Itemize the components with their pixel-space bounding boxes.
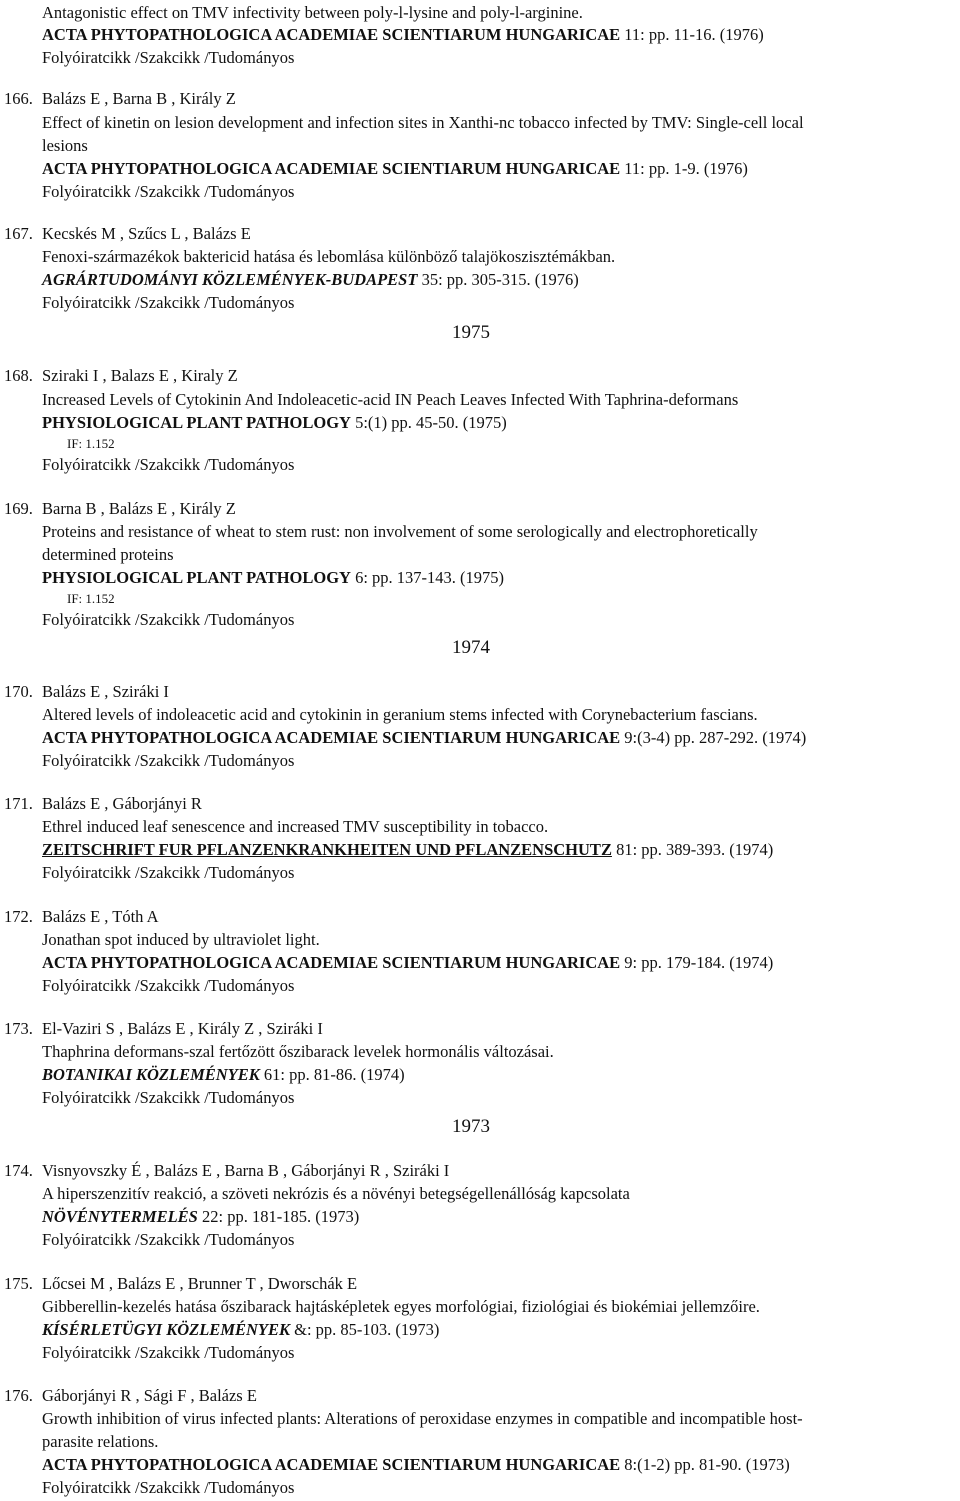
item-167-authors: Kecskés M , Szűcs L , Balázs E	[42, 224, 251, 243]
item-170-citation	[42, 726, 806, 749]
item-170-type: Folyóiratcikk /Szakcikk /Tudományos	[42, 751, 295, 770]
item-171-title: Ethrel induced leaf senescence and increased TMV susceptibility in tobacco.	[42, 817, 549, 836]
item-172-number: 172.	[4, 907, 33, 926]
item-175-type: Folyóiratcikk /Szakcikk /Tudományos	[42, 1343, 295, 1362]
journal-name: PHYSIOLOGICAL PLANT PATHOLOGY	[42, 413, 351, 432]
citation-details: 22: pp. 181-185. (1973)	[197, 1207, 360, 1226]
item-171-number: 171.	[4, 794, 33, 813]
journal-name: KÍSÉRLETÜGYI KÖZLEMÉNYEK	[42, 1320, 290, 1339]
item-169-citation	[42, 566, 504, 589]
item-166-citation	[42, 157, 748, 180]
item-170-number: 170.	[4, 682, 33, 701]
item-175-authors: Lőcsei M , Balázs E , Brunner T , Dworschák E	[42, 1274, 358, 1293]
item-173-title: Thaphrina deformans-szal fertőzött őszibarack levelek hormonális változásai.	[42, 1042, 554, 1061]
citation-details: 6: pp. 137-143. (1975)	[350, 568, 505, 587]
item-170-title: Altered levels of indoleacetic acid and cytokinin in geranium stems infected with Corynebacterium fascians.	[42, 705, 758, 724]
item-166-title-cont: lesions	[42, 136, 88, 155]
journal-name: AGRÁRTUDOMÁNYI KÖZLEMÉNYEK-BUDAPEST	[42, 270, 418, 289]
item-166-type: Folyóiratcikk /Szakcikk /Tudományos	[42, 182, 295, 201]
item-169-number: 169.	[4, 499, 33, 518]
item-173-authors: El-Vaziri S , Balázs E , Király Z , Sziráki I	[42, 1019, 323, 1038]
item-165-type: Folyóiratcikk /Szakcikk /Tudományos	[42, 48, 295, 67]
journal-name: ACTA PHYTOPATHOLOGICA ACADEMIAE SCIENTIARUM HUNGARICAE	[42, 953, 621, 972]
item-167-number: 167.	[4, 224, 33, 243]
citation-details: 35: pp. 305-315. (1976)	[417, 270, 579, 289]
item-171-citation	[42, 838, 773, 861]
journal-name: NÖVÉNYTERMELÉS	[42, 1207, 198, 1226]
item-166-number: 166.	[4, 89, 33, 108]
item-165-citation	[42, 23, 764, 46]
citation-details: 81: pp. 389-393. (1974)	[611, 840, 774, 859]
item-174-authors: Visnyovszky É , Balázs E , Barna B , Gáborjányi R , Sziráki I	[42, 1161, 450, 1180]
item-168-authors: Sziraki I , Balazs E , Kiraly Z	[42, 366, 238, 385]
item-167-title: Fenoxi-származékok baktericid hatása és lebomlása különböző talajökoszisztémákban.	[42, 247, 616, 266]
journal-name: BOTANIKAI KÖZLEMÉNYEK	[42, 1065, 260, 1084]
item-170-authors: Balázs E , Sziráki I	[42, 682, 169, 701]
item-169-authors: Barna B , Balázs E , Király Z	[42, 499, 236, 518]
item-176-title: Growth inhibition of virus infected plants: Alterations of peroxidase enzymes in compatible and incompatible host-	[42, 1409, 803, 1428]
item-173-number: 173.	[4, 1019, 33, 1038]
item-174-type: Folyóiratcikk /Szakcikk /Tudományos	[42, 1230, 295, 1249]
item-169-type: Folyóiratcikk /Szakcikk /Tudományos	[42, 610, 295, 629]
journal-name: PHYSIOLOGICAL PLANT PATHOLOGY	[42, 568, 351, 587]
item-166-authors: Balázs E , Barna B , Király Z	[42, 89, 236, 108]
item-169-title: Proteins and resistance of wheat to stem rust: non involvement of some serologically and electrophoretically	[42, 522, 758, 541]
item-169-title-cont: determined proteins	[42, 545, 174, 564]
item-168-impact-factor: IF: 1.152	[67, 436, 115, 451]
journal-name: ACTA PHYTOPATHOLOGICA ACADEMIAE SCIENTIARUM HUNGARICAE	[42, 728, 621, 747]
citation-details: 11: pp. 1-9. (1976)	[620, 159, 748, 178]
item-166-title: Effect of kinetin on lesion development and infection sites in Xanthi-nc tobacco infected by TMV: Single-cell local	[42, 113, 804, 132]
item-168-title: Increased Levels of Cytokinin And Indoleacetic-acid IN Peach Leaves Infected With Taphrina-deformans	[42, 390, 739, 409]
item-168-number: 168.	[4, 366, 33, 385]
item-175-number: 175.	[4, 1274, 33, 1293]
item-169-impact-factor: IF: 1.152	[67, 591, 115, 606]
item-175-title: Gibberellin-kezelés hatása őszibarack hajtásképletek egyes morfológiai, fiziológiai és biokémiai jellemzőire.	[42, 1297, 760, 1316]
journal-name: ACTA PHYTOPATHOLOGICA ACADEMIAE SCIENTIARUM HUNGARICAE	[42, 1455, 621, 1474]
journal-name: ACTA PHYTOPATHOLOGICA ACADEMIAE SCIENTIARUM HUNGARICAE	[42, 25, 621, 44]
item-176-number: 176.	[4, 1386, 33, 1405]
item-176-citation	[42, 1453, 790, 1476]
item-172-title: Jonathan spot induced by ultraviolet light.	[42, 930, 320, 949]
year-heading-1974: 1974	[452, 637, 490, 658]
citation-details: 9: pp. 179-184. (1974)	[620, 953, 774, 972]
item-172-type: Folyóiratcikk /Szakcikk /Tudományos	[42, 976, 295, 995]
citation-details: 11: pp. 11-16. (1976)	[620, 25, 764, 44]
item-167-citation	[42, 268, 579, 291]
journal-name: ZEITSCHRIFT FUR PFLANZENKRANKHEITEN UND PFLANZENSCHUTZ	[42, 840, 612, 859]
item-171-authors: Balázs E , Gáborjányi R	[42, 794, 202, 813]
item-165-title: Antagonistic effect on TMV infectivity between poly-l-lysine and poly-l-arginine.	[42, 3, 583, 22]
item-172-citation	[42, 951, 773, 974]
item-173-type: Folyóiratcikk /Szakcikk /Tudományos	[42, 1088, 295, 1107]
item-176-authors: Gáborjányi R , Sági F , Balázs E	[42, 1386, 257, 1405]
item-174-citation	[42, 1205, 359, 1228]
citation-details: 61: pp. 81-86. (1974)	[259, 1065, 405, 1084]
item-172-authors: Balázs E , Tóth A	[42, 907, 159, 926]
item-168-type: Folyóiratcikk /Szakcikk /Tudományos	[42, 455, 295, 474]
citation-details: 5:(1) pp. 45-50. (1975)	[350, 413, 507, 432]
item-174-title: A hiperszenzitív reakció, a szöveti nekrózis és a növényi betegségellenállóság kapcsolata	[42, 1184, 630, 1203]
citation-details: 8:(1-2) pp. 81-90. (1973)	[620, 1455, 790, 1474]
item-167-type: Folyóiratcikk /Szakcikk /Tudományos	[42, 293, 295, 312]
item-168-citation	[42, 411, 507, 434]
item-174-number: 174.	[4, 1161, 33, 1180]
item-175-citation	[42, 1318, 439, 1341]
citation-details: 9:(3-4) pp. 287-292. (1974)	[620, 728, 807, 747]
year-heading-1973: 1973	[452, 1116, 490, 1137]
journal-name: ACTA PHYTOPATHOLOGICA ACADEMIAE SCIENTIARUM HUNGARICAE	[42, 159, 621, 178]
year-heading-1975: 1975	[452, 322, 490, 343]
item-176-type: Folyóiratcikk /Szakcikk /Tudományos	[42, 1478, 295, 1497]
item-173-citation	[42, 1063, 405, 1086]
item-171-type: Folyóiratcikk /Szakcikk /Tudományos	[42, 863, 295, 882]
citation-details: &: pp. 85-103. (1973)	[290, 1320, 440, 1339]
item-176-title-cont: parasite relations.	[42, 1432, 159, 1451]
